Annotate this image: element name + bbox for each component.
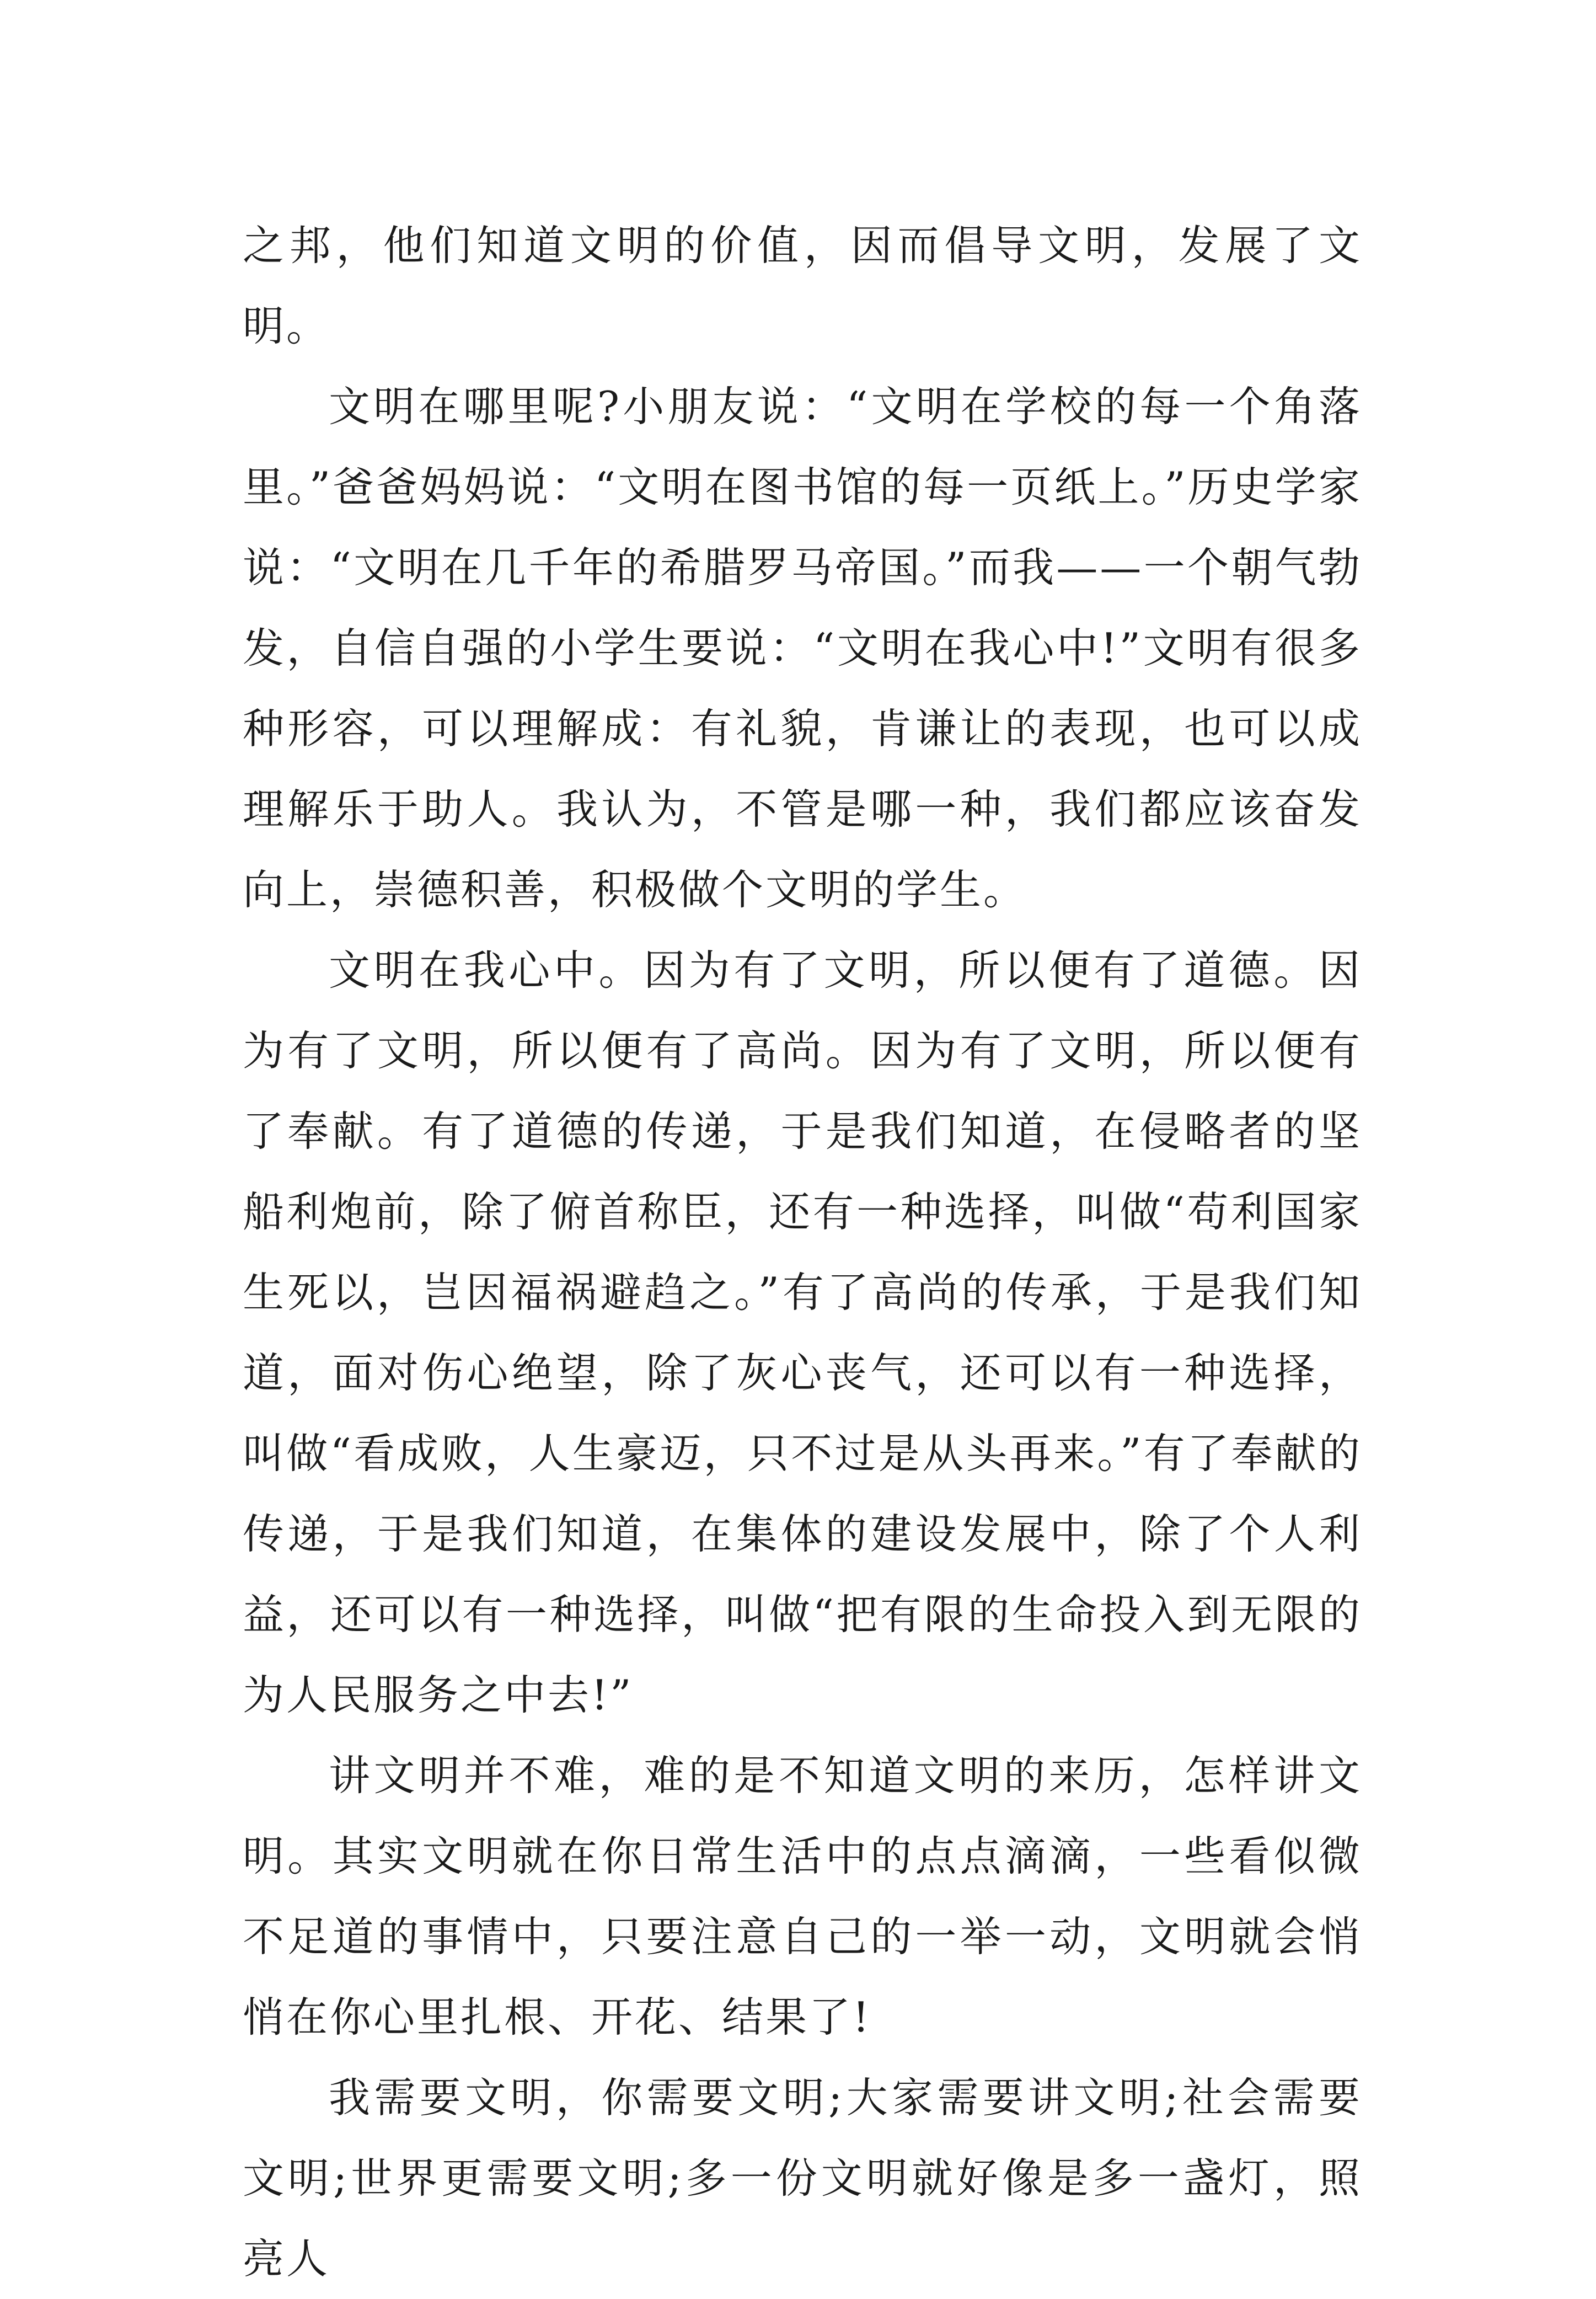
paragraph-2: 文明在哪里呢?小朋友说：“文明在学校的每一个角落里。”爸爸妈妈说：“文明在图书馆的每一页纸上。”历史学家说：“文明在几千年的希腊罗马帝国。”而我——一个朝气勃发，自信自强的小学生要说：“文明在我心中!”文明有很多种形容，可以理解成：有礼貌，肯谦让的表现，也可以成理解乐于助人。我认为，不管是哪一种，我们都应该奋发向上，崇德积善，积极做个文明的学生。 (243, 382, 1362, 914)
document-body (243, 205, 1362, 2299)
paragraph-4: 讲文明并不难，难的是不知道文明的来历，怎样讲文明。其实文明就在你日常生活中的点点滴滴，一些看似微不足道的事情中，只要注意自己的一举一动，文明就会悄悄在你心里扎根、开花、结果了! (243, 1751, 1362, 2041)
paragraph-5: 我需要文明，你需要文明;大家需要讲文明;社会需要文明;世界更需要文明;多一份文明就好像是多一盏灯，照亮人 (243, 2073, 1362, 2283)
paragraph-1: 之邦，他们知道文明的价值，因而倡导文明，发展了文明。 (243, 221, 1362, 350)
paragraph-3: 文明在我心中。因为有了文明，所以便有了道德。因为有了文明，所以便有了高尚。因为有了文明，所以便有了奉献。有了道德的传递，于是我们知道，在侵略者的坚船利炮前，除了俯首称臣，还有一种选择，叫做“苟利国家生死以，岂因福祸避趋之。”有了高尚的传承，于是我们知道，面对伤心绝望，除了灰心丧气，还可以有一种选择，叫做“看成败，人生豪迈，只不过是从头再来。”有了奉献的传递，于是我们知道，在集体的建设发展中，除了个人利益，还可以有一种选择，叫做“把有限的生命投入到无限的为人民服务之中去!” (243, 946, 1362, 1719)
